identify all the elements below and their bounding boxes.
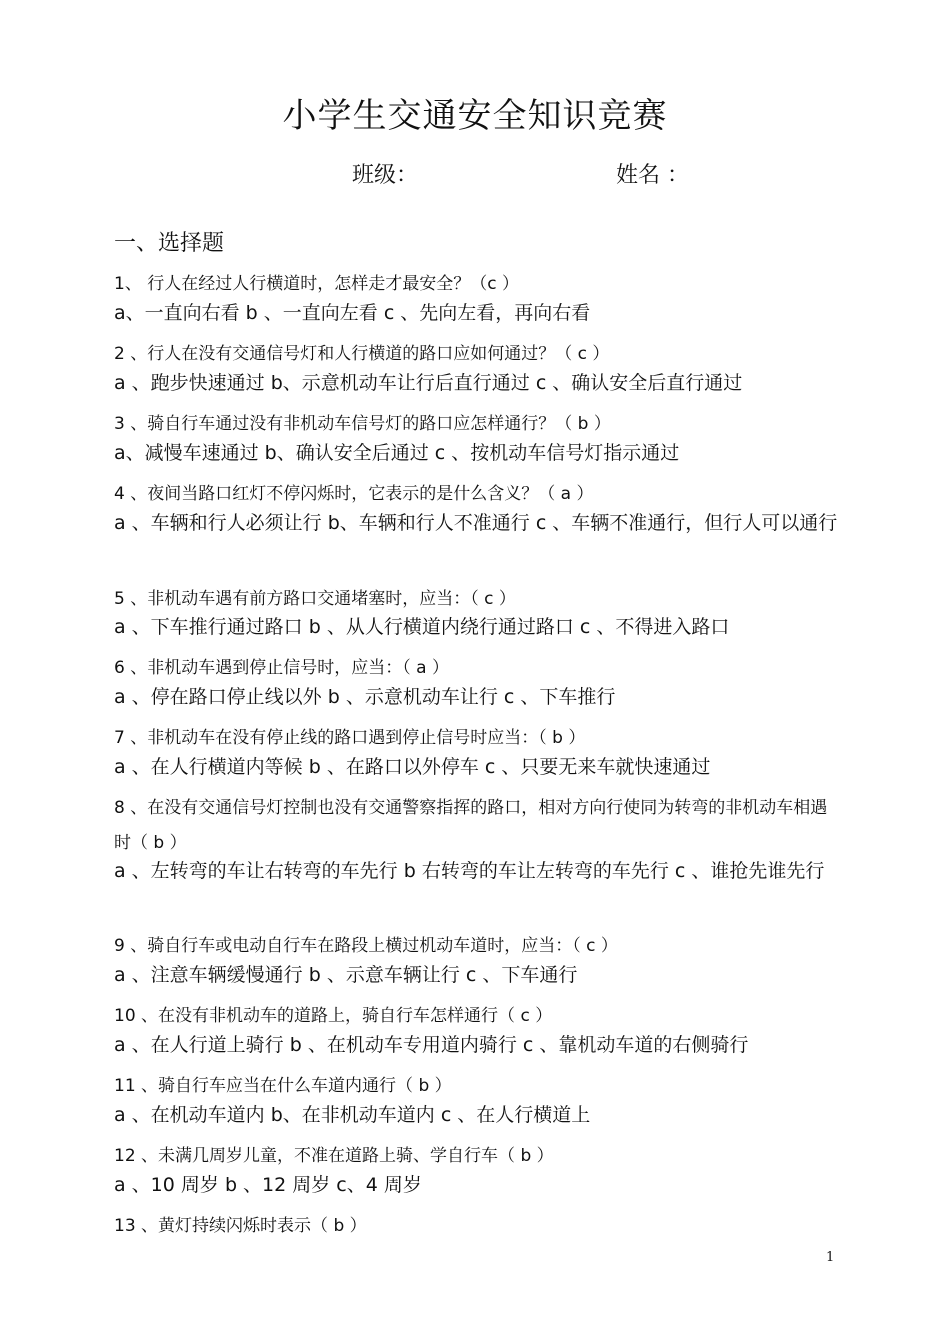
question-7: 7 、非机动车在没有停止线的路口遇到停止信号时应当：（ b ） <box>114 728 586 748</box>
question-5: 5 、非机动车遇有前方路口交通堵塞时，应当：（ c ） <box>114 589 516 609</box>
question-3: 3 、骑自行车通过没有非机动车信号灯的路口应怎样通行？（ b ） <box>114 414 611 434</box>
options-3: a、减慢车速通过 b、确认安全后通过 c 、按机动车信号灯指示通过 <box>114 442 680 464</box>
page-number: 1 <box>826 1250 835 1265</box>
options-9: a 、注意车辆缓慢通行 b 、示意车辆让行 c 、下车通行 <box>114 964 578 986</box>
question-13: 13 、黄灯持续闪烁时表示（ b ） <box>114 1216 367 1236</box>
options-4: a 、车辆和行人必须让行 b、车辆和行人不准通行 c 、车辆不准通行，但行人可以通行 <box>114 512 838 534</box>
page-title: 小学生交通安全知识竞赛 <box>282 96 668 136</box>
options-5: a 、下车推行通过路口 b 、从人行横道内绕行通过路口 c 、不得进入路口 <box>114 616 730 638</box>
question-9: 9 、骑自行车或电动自行车在路段上横过机动车道时，应当：（ c ） <box>114 936 618 956</box>
options-1: a、一直向右看 b 、一直向左看 c 、先向左看，再向右看 <box>114 302 591 324</box>
question-1: 1、 行人在经过人行横道时，怎样走才最安全？（c ） <box>114 274 519 294</box>
question-8: 8 、在没有交通信号灯控制也没有交通警察指挥的路口，相对方向行使同为转弯的非机动车相遇时（ b ） <box>114 798 828 853</box>
question-12: 12 、未满几周岁儿童，不准在道路上骑、学自行车（ b ） <box>114 1146 554 1166</box>
options-10: a 、在人行道上骑行 b 、在机动车专用道内骑行 c 、靠机动车道的右侧骑行 <box>114 1034 749 1056</box>
question-11: 11 、骑自行车应当在什么车道内通行（ b ） <box>114 1076 452 1096</box>
section-title: 一、选择题 <box>114 231 225 256</box>
question-6: 6 、非机动车遇到停止信号时，应当：（ a ） <box>114 658 449 678</box>
options-11: a 、在机动车道内 b、在非机动车道内 c 、在人行横道上 <box>114 1104 591 1126</box>
class-label: 班级： <box>352 163 419 188</box>
question-10: 10 、在没有非机动车的道路上，骑自行车怎样通行（ c ） <box>114 1006 553 1026</box>
options-8: a 、左转弯的车让右转弯的车先行 b 右转弯的车让左转弯的车先行 c 、谁抢先谁先行 <box>114 860 825 882</box>
options-6: a 、停在路口停止线以外 b 、示意机动车让行 c 、下车推行 <box>114 686 616 708</box>
name-label: 姓名 ： <box>616 163 689 188</box>
question-2: 2 、行人在没有交通信号灯和人行横道的路口应如何通过？（ c ） <box>114 344 610 364</box>
options-12: a 、10 周岁 b 、12 周岁 c、4 周岁 <box>114 1174 422 1196</box>
options-2: a 、跑步快速通过 b、示意机动车让行后直行通过 c 、确认安全后直行通过 <box>114 372 743 394</box>
question-4: 4 、夜间当路口红灯不停闪烁时，它表示的是什么含义？（ a ） <box>114 484 594 504</box>
options-7: a 、在人行横道内等候 b 、在路口以外停车 c 、只要无来车就快速通过 <box>114 756 711 778</box>
